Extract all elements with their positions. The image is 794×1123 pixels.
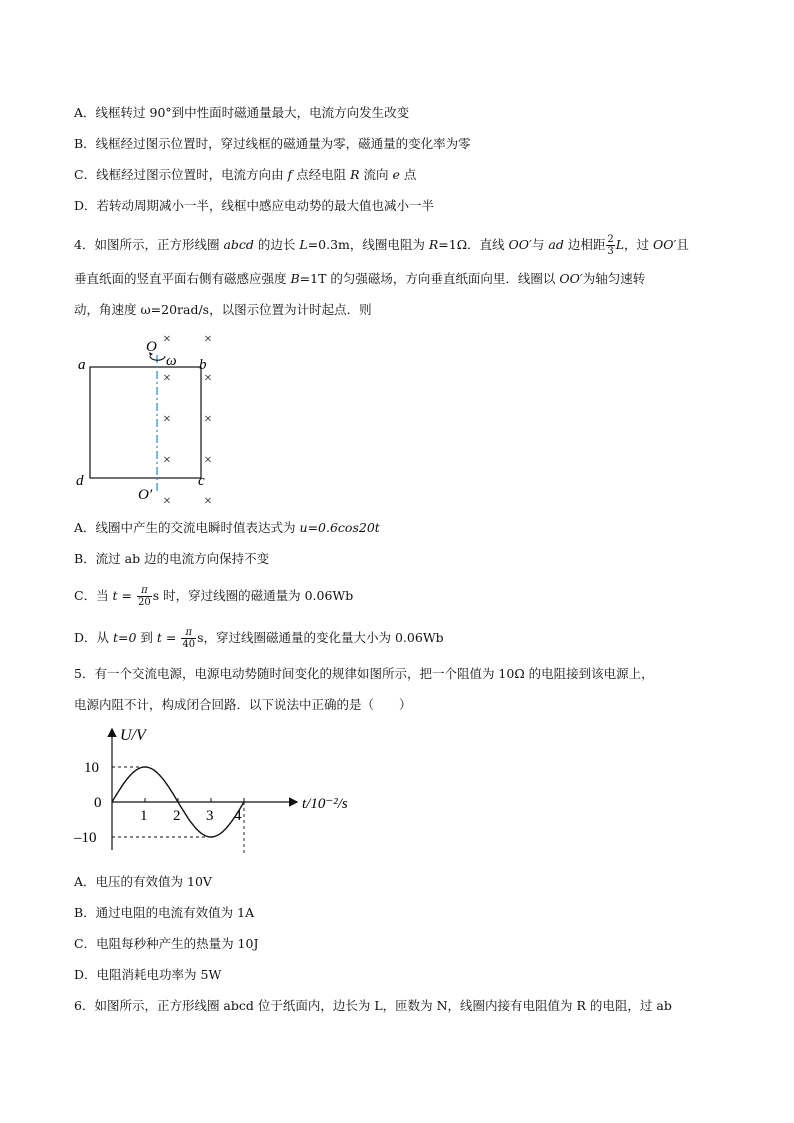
- y-tick-label: 10: [84, 760, 99, 776]
- q3-option-a: A．线框转过 90°到中性面时磁通量最大，电流方向发生改变: [74, 105, 410, 120]
- x-axis-label: t/10⁻²/s: [302, 796, 348, 812]
- q5-option-a: A．电压的有效值为 10V: [74, 874, 212, 889]
- x-tick-label: 2: [173, 808, 181, 824]
- label-omega: ω: [166, 353, 177, 369]
- q5-stem-line1: 5．有一个交流电源，电源电动势随时间变化的规律如图所示，把一个阻值为 10Ω 的电阻接到该电源上，: [74, 666, 654, 681]
- y-tick-label: –10: [74, 830, 97, 846]
- x-tick-label: 1: [140, 808, 148, 824]
- q4-option-a: A．线圈中产生的交流电瞬时值表达式为 u=0.6cos20t: [74, 520, 380, 535]
- q4-coil-figure: [70, 325, 240, 515]
- q4-option-c: C．当 t = $\frac{\pi}{20}$ s 时，穿过线圈的磁通量为 0.06Wb: [74, 585, 354, 608]
- y-axis-label: U/V: [120, 727, 146, 744]
- x-tick-label: 4: [234, 808, 242, 824]
- q3-option-d: D．若转动周期减小一半，线框中感应电动势的最大值也减小一半: [74, 198, 435, 213]
- q5-option-d: D．电阻消耗电功率为 5W: [74, 967, 222, 982]
- field-cross: ×: [204, 494, 212, 509]
- label-a: a: [78, 357, 86, 373]
- field-cross: ×: [204, 371, 212, 386]
- field-cross: ×: [204, 453, 212, 468]
- q5-voltage-chart: [74, 722, 374, 857]
- label-d: d: [76, 473, 84, 489]
- coil-square: [90, 367, 201, 478]
- q4-stem-line3: 动，角速度 ω=20rad/s，以图示位置为计时起点．则: [74, 302, 372, 317]
- fraction-pi-over-40: $\frac{\pi}{40}$: [182, 627, 196, 650]
- field-cross: ×: [163, 412, 171, 427]
- q3-option-b: B．线框经过图示位置时，穿过线框的磁通量为零，磁通量的变化率为零: [74, 136, 471, 151]
- field-cross: ×: [163, 332, 171, 347]
- label-O: O: [146, 339, 157, 355]
- q3-option-c: C．线框经过图示位置时，电流方向由 f 点经电阻 R 流向 e 点: [74, 167, 417, 182]
- q4-stem-line2: 垂直纸面的竖直平面右侧有磁感应强度 B=1T 的匀强磁场，方向垂直纸面向里．线圈以 OO′为轴匀速转: [74, 271, 646, 286]
- q5-option-b: B．通过电阻的电流有效值为 1A: [74, 905, 255, 920]
- field-cross: ×: [163, 371, 171, 386]
- q5-option-c: C．电阻每秒种产生的热量为 10J: [74, 936, 259, 951]
- label-O-prime: O′: [138, 487, 153, 503]
- q4-stem-line1: 4．如图所示，正方形线圈 abcd 的边长 L=0.3m，线圈电阻为 R=1Ω．直线 OO′与 ad 边相距 $\frac{2}{3}$ L，过 OO′且: [74, 234, 689, 257]
- q6-stem-line1: 6．如图所示，正方形线圈 abcd 位于纸面内，边长为 L，匝数为 N，线圈内接有电阻值为 R 的电阻，过 ab: [74, 998, 672, 1013]
- fraction-two-thirds: $\frac{2}{3}$: [607, 234, 614, 257]
- field-cross: ×: [163, 494, 171, 509]
- label-c: c: [198, 473, 205, 489]
- fraction-pi-over-20: $\frac{\pi}{20}$: [138, 585, 151, 608]
- q4-option-d: D．从 t=0 到 t = $\frac{\pi}{40}$ s，穿过线圈磁通量的变化量大小为 0.06Wb: [74, 627, 444, 650]
- field-cross: ×: [163, 453, 171, 468]
- field-cross: ×: [204, 332, 212, 347]
- q4-option-b: B．流过 ab 边的电流方向保持不变: [74, 551, 270, 566]
- y-tick-label: 0: [94, 795, 102, 811]
- x-tick-label: 3: [206, 808, 214, 824]
- q5-stem-line2: 电源内阻不计，构成闭合回路．以下说法中正确的是（ ）: [74, 697, 412, 712]
- field-cross: ×: [204, 412, 212, 427]
- label-b: b: [199, 357, 207, 373]
